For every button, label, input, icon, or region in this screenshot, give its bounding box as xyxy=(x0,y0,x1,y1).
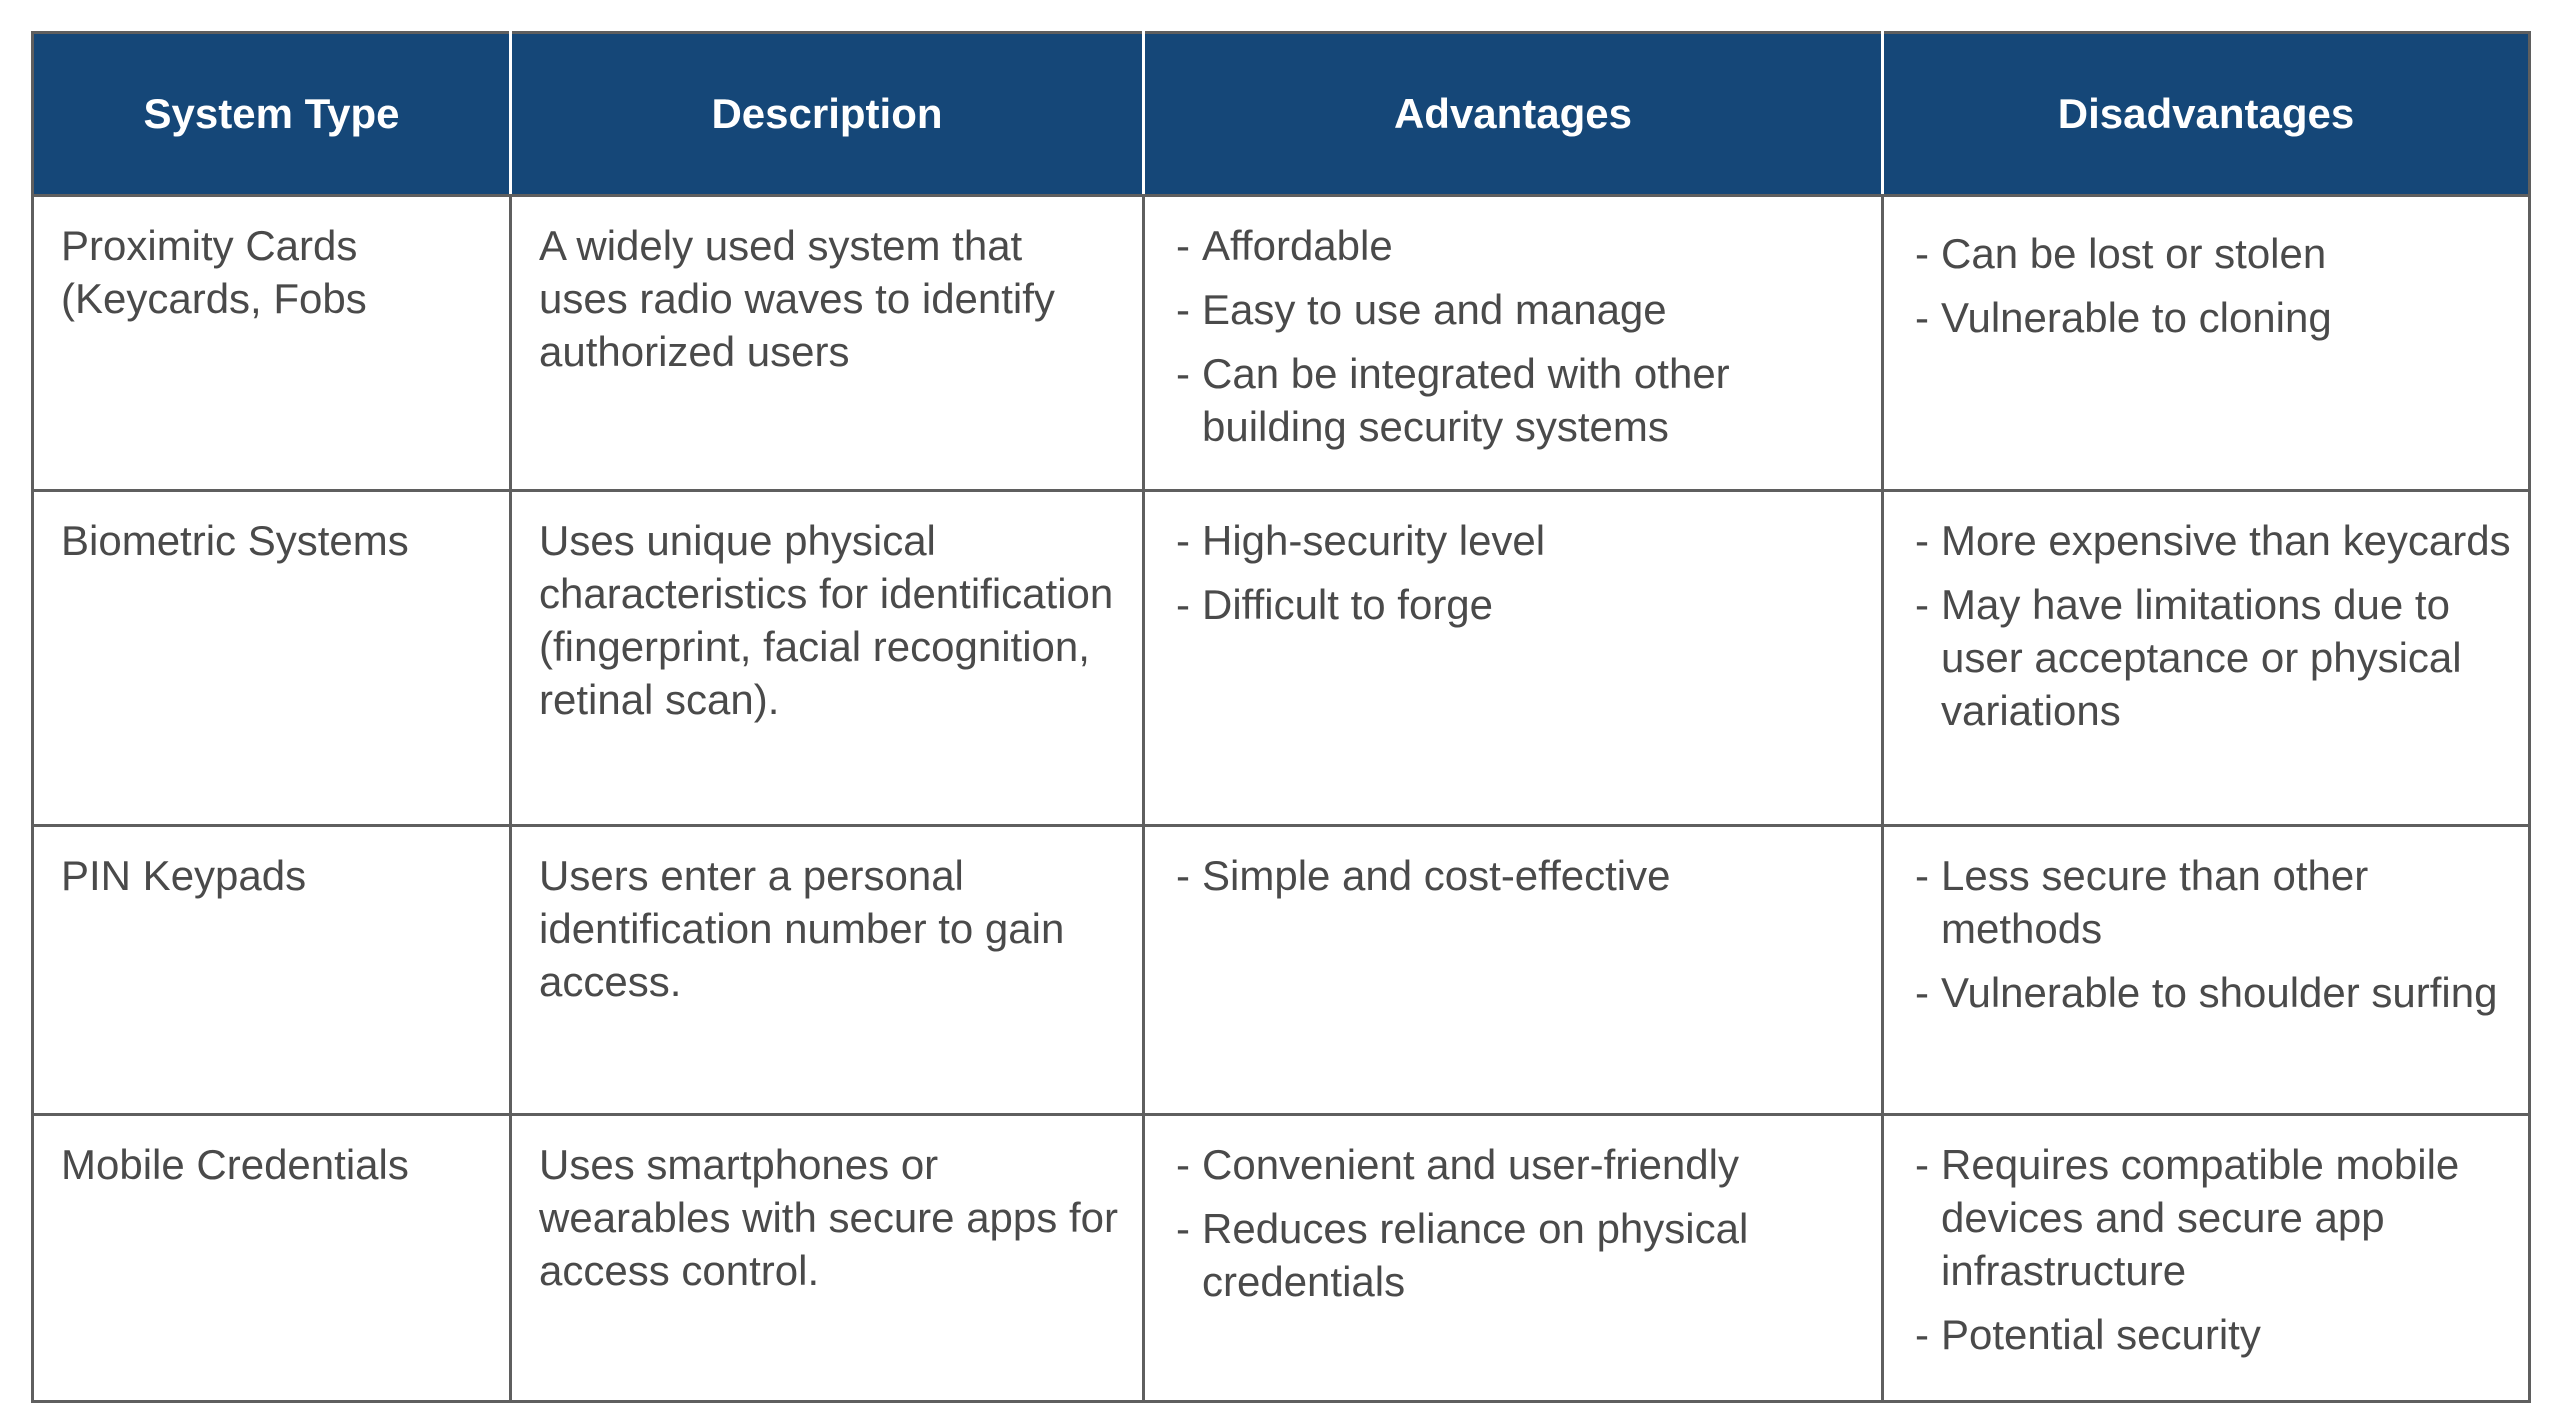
disadvantage-item: - Potential security xyxy=(1915,1308,2514,1361)
table-row xyxy=(33,491,2530,826)
advantages-cell xyxy=(1144,491,1883,826)
table-body xyxy=(33,196,2530,1402)
table-row xyxy=(33,826,2530,1115)
header-system-type: System Type xyxy=(33,33,511,196)
advantage-item: - Reduces reliance on physical credentials xyxy=(1176,1202,1867,1308)
header-description: Description xyxy=(511,33,1144,196)
disadvantage-item: - Requires compatible mobile devices and secure app infrastructure xyxy=(1915,1138,2514,1297)
advantage-item: - Simple and cost-effective xyxy=(1176,849,1867,902)
disadvantages-cell xyxy=(1883,1115,2530,1402)
table-header xyxy=(33,33,2530,196)
header-disadvantages: Disadvantages xyxy=(1883,33,2530,196)
advantage-item: - Easy to use and manage xyxy=(1176,283,1867,336)
advantage-item: - Affordable xyxy=(1176,219,1867,272)
advantage-item: - High-security level xyxy=(1176,514,1867,567)
disadvantage-item: - Vulnerable to shoulder surfing xyxy=(1915,966,2514,1019)
advantage-item: - Difficult to forge xyxy=(1176,578,1867,631)
advantages-list xyxy=(1176,849,1867,902)
disadvantage-item: - Can be lost or stolen xyxy=(1915,227,2514,280)
disadvantage-item: - Less secure than other methods xyxy=(1915,849,2514,955)
disadvantages-cell xyxy=(1883,491,2530,826)
advantages-cell xyxy=(1144,826,1883,1115)
description-cell: Uses smartphones or wearables with secure apps for access control. xyxy=(511,1115,1144,1402)
system-type-cell: PIN Keypads xyxy=(33,826,511,1115)
table-row xyxy=(33,1115,2530,1402)
header-advantages: Advantages xyxy=(1144,33,1883,196)
disadvantages-cell xyxy=(1883,196,2530,491)
system-type-cell: Mobile Credentials xyxy=(33,1115,511,1402)
disadvantage-item: - May have limitations due to user acceptance or physical variations xyxy=(1915,578,2514,737)
disadvantages-list xyxy=(1915,1138,2514,1361)
disadvantages-cell xyxy=(1883,826,2530,1115)
advantages-list xyxy=(1176,1138,1867,1308)
disadvantage-item: - Vulnerable to cloning xyxy=(1915,291,2514,344)
advantages-list xyxy=(1176,219,1867,453)
access-control-comparison-table xyxy=(31,31,2531,1403)
description-cell: A widely used system that uses radio waves to identify authorized users xyxy=(511,196,1144,491)
advantage-item: - Can be integrated with other building security systems xyxy=(1176,347,1867,453)
description-cell: Users enter a personal identification number to gain access. xyxy=(511,826,1144,1115)
disadvantages-list xyxy=(1915,227,2514,344)
advantages-cell xyxy=(1144,1115,1883,1402)
advantage-item: - Convenient and user-friendly xyxy=(1176,1138,1867,1191)
system-type-cell: Biometric Systems xyxy=(33,491,511,826)
advantages-cell xyxy=(1144,196,1883,491)
disadvantages-list xyxy=(1915,849,2514,1019)
advantages-list xyxy=(1176,514,1867,631)
disadvantage-item: - More expensive than keycards xyxy=(1915,514,2514,567)
table-row xyxy=(33,196,2530,491)
disadvantages-list xyxy=(1915,514,2514,737)
header-row xyxy=(33,33,2530,196)
system-type-cell: Proximity Cards (Keycards, Fobs xyxy=(33,196,511,491)
description-cell: Uses unique physical characteristics for identification (fingerprint, facial recognition, retinal scan). xyxy=(511,491,1144,826)
